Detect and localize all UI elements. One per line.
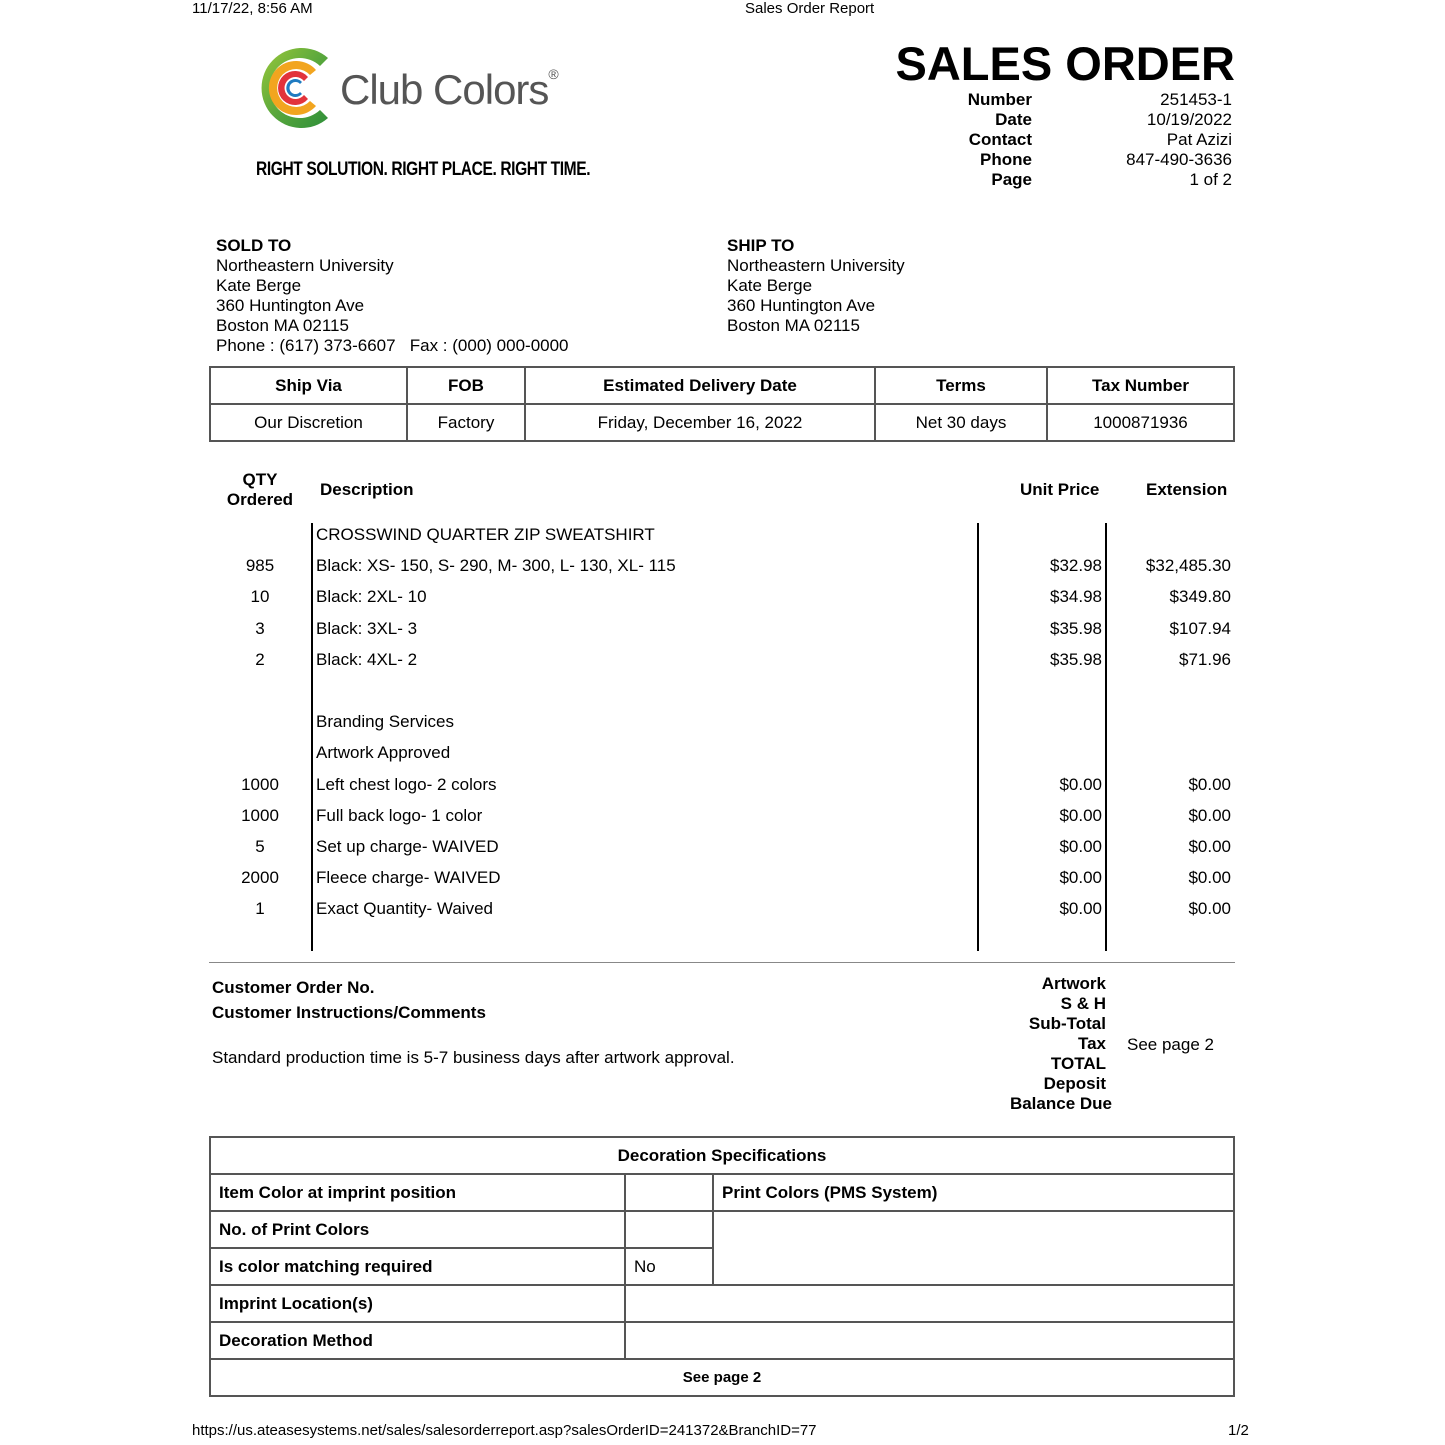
extension-column-header: Extension: [1146, 480, 1228, 499]
line-item: CROSSWIND QUARTER ZIP SWEATSHIRT: [316, 525, 655, 544]
totals-labels: Artwork S & H Sub-Total Tax TOTAL Deposit Balance Due: [1009, 974, 1112, 1113]
club-colors-logo-icon: [250, 44, 340, 134]
order-meta: Number 251453-1 Date 10/19/2022 Contact Pat Azizi Phone 847-490-3636 Page 1 of 2: [967, 90, 1232, 189]
page-url: https://us.ateasesystems.net/sales/salesorderreport.asp?salesOrderID=241372&BranchID=77: [192, 1422, 817, 1439]
qty-column-header: QTY Ordered: [226, 470, 294, 509]
page-counter: 1/2: [1228, 1422, 1249, 1439]
line-item: Branding Services: [316, 712, 454, 731]
decoration-title: Decoration Specifications: [210, 1137, 1234, 1174]
line-item: 1 Exact Quantity- Waived $0.00 $0.00: [255, 899, 1231, 918]
line-item: 1000 Full back logo- 1 color $0.00 $0.00: [241, 806, 1231, 825]
customer-comment: Standard production time is 5-7 business days after artwork approval.: [212, 1048, 735, 1067]
shipping-table: Ship Via FOB Estimated Delivery Date Terms Tax Number Our Discretion Factory Friday, December 16, 2022 Net 30 days 1000871936: [209, 366, 1235, 442]
print-datetime: 11/17/22, 8:56 AM: [192, 0, 313, 17]
totals-note: See page 2: [1127, 1035, 1214, 1054]
decoration-specifications-table: Decoration Specifications Item Color at imprint position Print Colors (PMS System) No. of Print Colors Is color matching required No Imprint Location(s) Decoration Method See page 2: [209, 1136, 1235, 1397]
logo-tagline: RIGHT SOLUTION. RIGHT PLACE. RIGHT TIME.: [256, 159, 591, 180]
line-item: 2 Black: 4XL- 2 $35.98 $71.96: [255, 650, 1231, 669]
logo-wordmark: Club Colors®: [340, 66, 558, 113]
customer-instructions-label: Customer Instructions/Comments: [212, 1003, 486, 1022]
section-divider: [209, 962, 1235, 963]
line-item: 3 Black: 3XL- 3 $35.98 $107.94: [255, 619, 1231, 638]
description-column-header: Description: [320, 480, 414, 499]
print-title: Sales Order Report: [745, 0, 875, 17]
line-item: 985 Black: XS- 150, S- 290, M- 300, L- 130, XL- 115 $32.98 $32,485.30: [245, 556, 1231, 575]
unit-price-column-header: Unit Price: [1020, 480, 1100, 499]
customer-order-label: Customer Order No.: [212, 978, 375, 997]
line-item: 1000 Left chest logo- 2 colors $0.00 $0.00: [241, 775, 1231, 794]
document-title: SALES ORDER: [895, 37, 1235, 90]
sold-to-block: SOLD TO Northeastern University Kate Berge 360 Huntington Ave Boston MA 02115 Phone : (617) 373-6607 Fax : (000) 000-0000: [216, 236, 569, 355]
line-item: 10 Black: 2XL- 10 $34.98 $349.80: [250, 587, 1231, 606]
ship-to-block: SHIP TO Northeastern University Kate Berge 360 Huntington Ave Boston MA 02115: [727, 236, 905, 335]
line-item: Artwork Approved: [316, 743, 451, 762]
line-item: 5 Set up charge- WAIVED $0.00 $0.00: [255, 837, 1231, 856]
line-item: 2000 Fleece charge- WAIVED $0.00 $0.00: [241, 868, 1231, 887]
